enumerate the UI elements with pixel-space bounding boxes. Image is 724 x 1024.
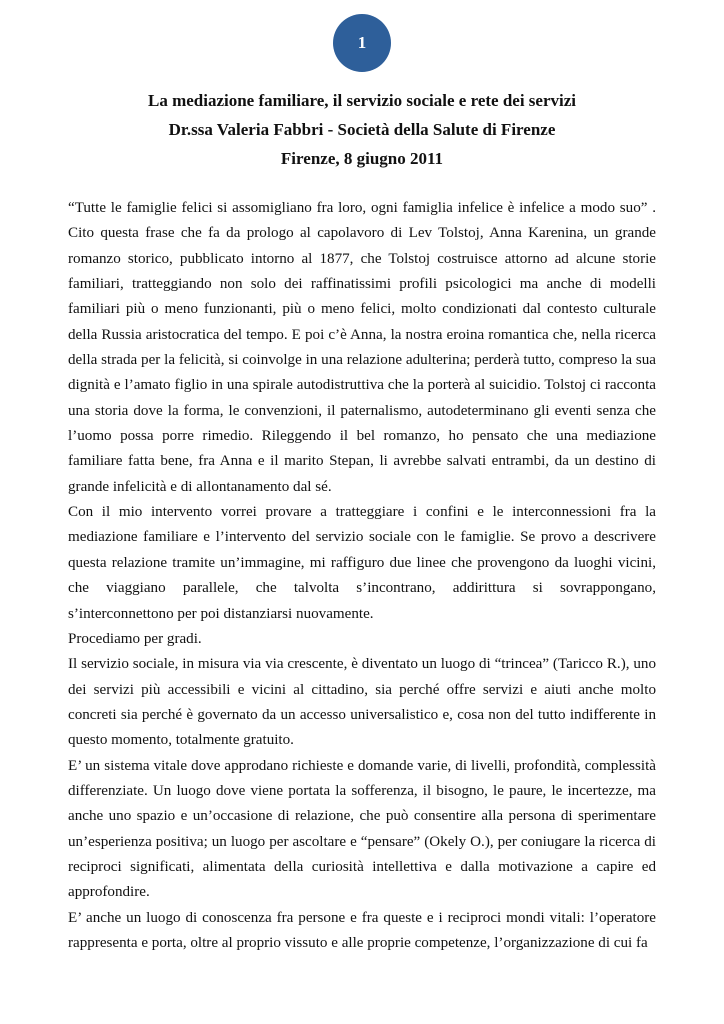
paragraph: E’ anche un luogo di conoscenza fra persone e fra queste e i reciproci mondi vitali: l’operatore rappresenta e porta, oltre al proprio vissuto e alle proprie competenze, l’organizzazione di cui fa (68, 909, 656, 951)
paragraph: Procediamo per gradi. (68, 630, 202, 647)
page-number: 1 (357, 33, 367, 52)
document-header (0, 86, 724, 173)
document-body (68, 196, 656, 956)
paragraph: Con il mio intervento vorrei provare a tratteggiare i confini e le interconnessioni fra la mediazione familiare e l’intervento del servizio sociale con le famiglie. Se provo a descrivere questa relazione tramite un’immagine, mi raffiguro due linee che provengono da luoghi vicini, che viaggiano parallele, che talvolta s’incontrano, addirittura si sovrappongano, s’interconnettono per poi distanziarsi nuovamente. (68, 504, 656, 622)
document-title: La mediazione familiare, il servizio sociale e rete dei servizi (147, 91, 577, 110)
paragraph: Il servizio sociale, in misura via via crescente, è diventato un luogo di “trincea” (Taricco R.), uno dei servizi più accessibili e vicini al cittadino, sia perché offre servizi e aiuti anche molto concreti sia perché è governato da un accesso universalistico e, cosa non del tutto indifferente in questo momento, totalmente gratuito. (68, 656, 656, 749)
page-number-badge (333, 14, 391, 72)
document-place-date: Firenze, 8 giugno 2011 (280, 149, 444, 168)
paragraph: “Tutte le famiglie felici si assomigliano fra loro, ogni famiglia infelice è infelice a modo suo” . Cito questa frase che fa da prologo al capolavoro di Lev Tolstoj, Anna Karenina, un grande romanzo storico, pubblicato intorno al 1877, che Tolstoj costruisce attorno ad alcune storie familiari, tratteggiando non solo dei raffinatissimi profili psicologici ma anche di modelli familiari più o meno funzionanti, più o meno felici, molto condizionati dal contesto culturale della Russia aristocratica del tempo. E poi c’è Anna, la nostra eroina romantica che, nella ricerca della strada per la felicità, si coinvolge in una relazione adulterina; perderà tutto, compreso la sua dignità e l’amato figlio in una spirale autodistruttiva che la porterà al suicidio. Tolstoj ci racconta una storia dove la forma, le convenzioni, il paternalismo, autodeterminano gli eventi senza che l’uomo possa porre rimedio. Rileggendo il bel romanzo, ho pensato che una mediazione familiare fatta bene, fra Anna e il marito Stepan, li avrebbe salvati entrambi, da un destino di grande infelicità e di allontanamento dal sé. (68, 200, 656, 495)
document-author: Dr.ssa Valeria Fabbri - Società della Salute di Firenze (168, 120, 556, 139)
paragraph: E’ un sistema vitale dove approdano richieste e domande varie, di livelli, profondità, complessità differenziate. Un luogo dove viene portata la sofferenza, il bisogno, le paure, le incertezze, ma anche uno spazio e un’occasione di relazione, che può consentire alla persona di sperimentare un’esperienza positiva; un luogo per ascoltare e “pensare” (Okely O.), per coniugare la ricerca di reciproci significati, alimentata della curiosità intellettiva e dalla motivazione a capire ed approfondire. (68, 757, 656, 901)
